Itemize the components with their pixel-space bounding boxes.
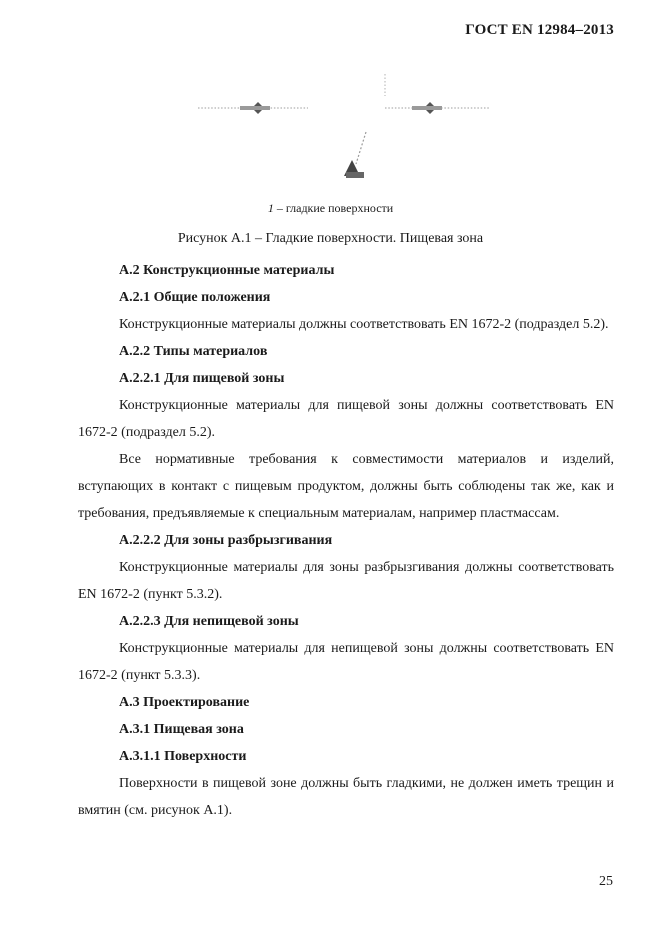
page-number: 25 — [599, 874, 613, 889]
figure-legend-text: – гладкие поверхности — [273, 201, 394, 215]
figure-title: Рисунок А.1 – Гладкие поверхности. Пищевая зона — [177, 231, 484, 246]
paragraph-a2-2-1: Конструкционные материалы для пищевой зоны должны соответствовать EN 1672-2 (подраздел 5.2). — [78, 398, 614, 440]
heading-a2-2-3: А.2.2.3 Для непищевой зоны — [119, 614, 299, 629]
paragraph-a2-2-2: Конструкционные материалы для зоны разбрызгивания должны соответствовать EN 1672-2 (пункт 5.3.2). — [78, 560, 614, 602]
heading-a2-1: А.2.1 Общие положения — [119, 290, 271, 305]
heading-a2-2-1: А.2.2.1 Для пищевой зоны — [119, 371, 285, 386]
heading-a2-2: А.2.2 Типы материалов — [119, 344, 268, 359]
paragraph-a2-2-1-compatibility: Все нормативные требования к совместимости материалов и изделий, вступающих в контакт с пищевым продуктом, должны быть соблюдены так же, как и требования, предъявляемые к специальным материалам, например пластмассам. — [78, 452, 614, 521]
figure-left-mark — [240, 102, 270, 114]
paragraph-a3-1-1: Поверхности в пищевой зоне должны быть гладкими, не должен иметь трещин и вмятин (см. рисунок А.1). — [78, 776, 614, 818]
paragraph-a2-1: Конструкционные материалы должны соответствовать EN 1672-2 (подраздел 5.2). — [119, 317, 609, 332]
heading-a3-1-1: А.3.1.1 Поверхности — [119, 749, 247, 764]
figure-right-mark — [412, 102, 442, 114]
heading-a3-1: А.3.1 Пищевая зона — [119, 722, 244, 737]
paragraph-a2-2-3: Конструкционные материалы для непищевой зоны должны соответствовать EN 1672-2 (пункт 5.3.3). — [78, 641, 614, 683]
figure-smooth-surfaces-drawing — [180, 68, 510, 190]
document-body — [78, 257, 614, 824]
figure-legend-number: 1 — [267, 201, 274, 215]
heading-a2: А.2 Конструкционные материалы — [119, 263, 335, 278]
figure-leader-line — [356, 132, 366, 164]
heading-a2-2-2: А.2.2.2 Для зоны разбрызгивания — [119, 533, 333, 548]
heading-a3: А.3 Проектирование — [119, 695, 250, 710]
figure-legend — [0, 201, 661, 216]
document-header-code: ГОСТ EN 12984–2013 — [465, 22, 614, 38]
figure-callout-marker — [344, 160, 364, 178]
